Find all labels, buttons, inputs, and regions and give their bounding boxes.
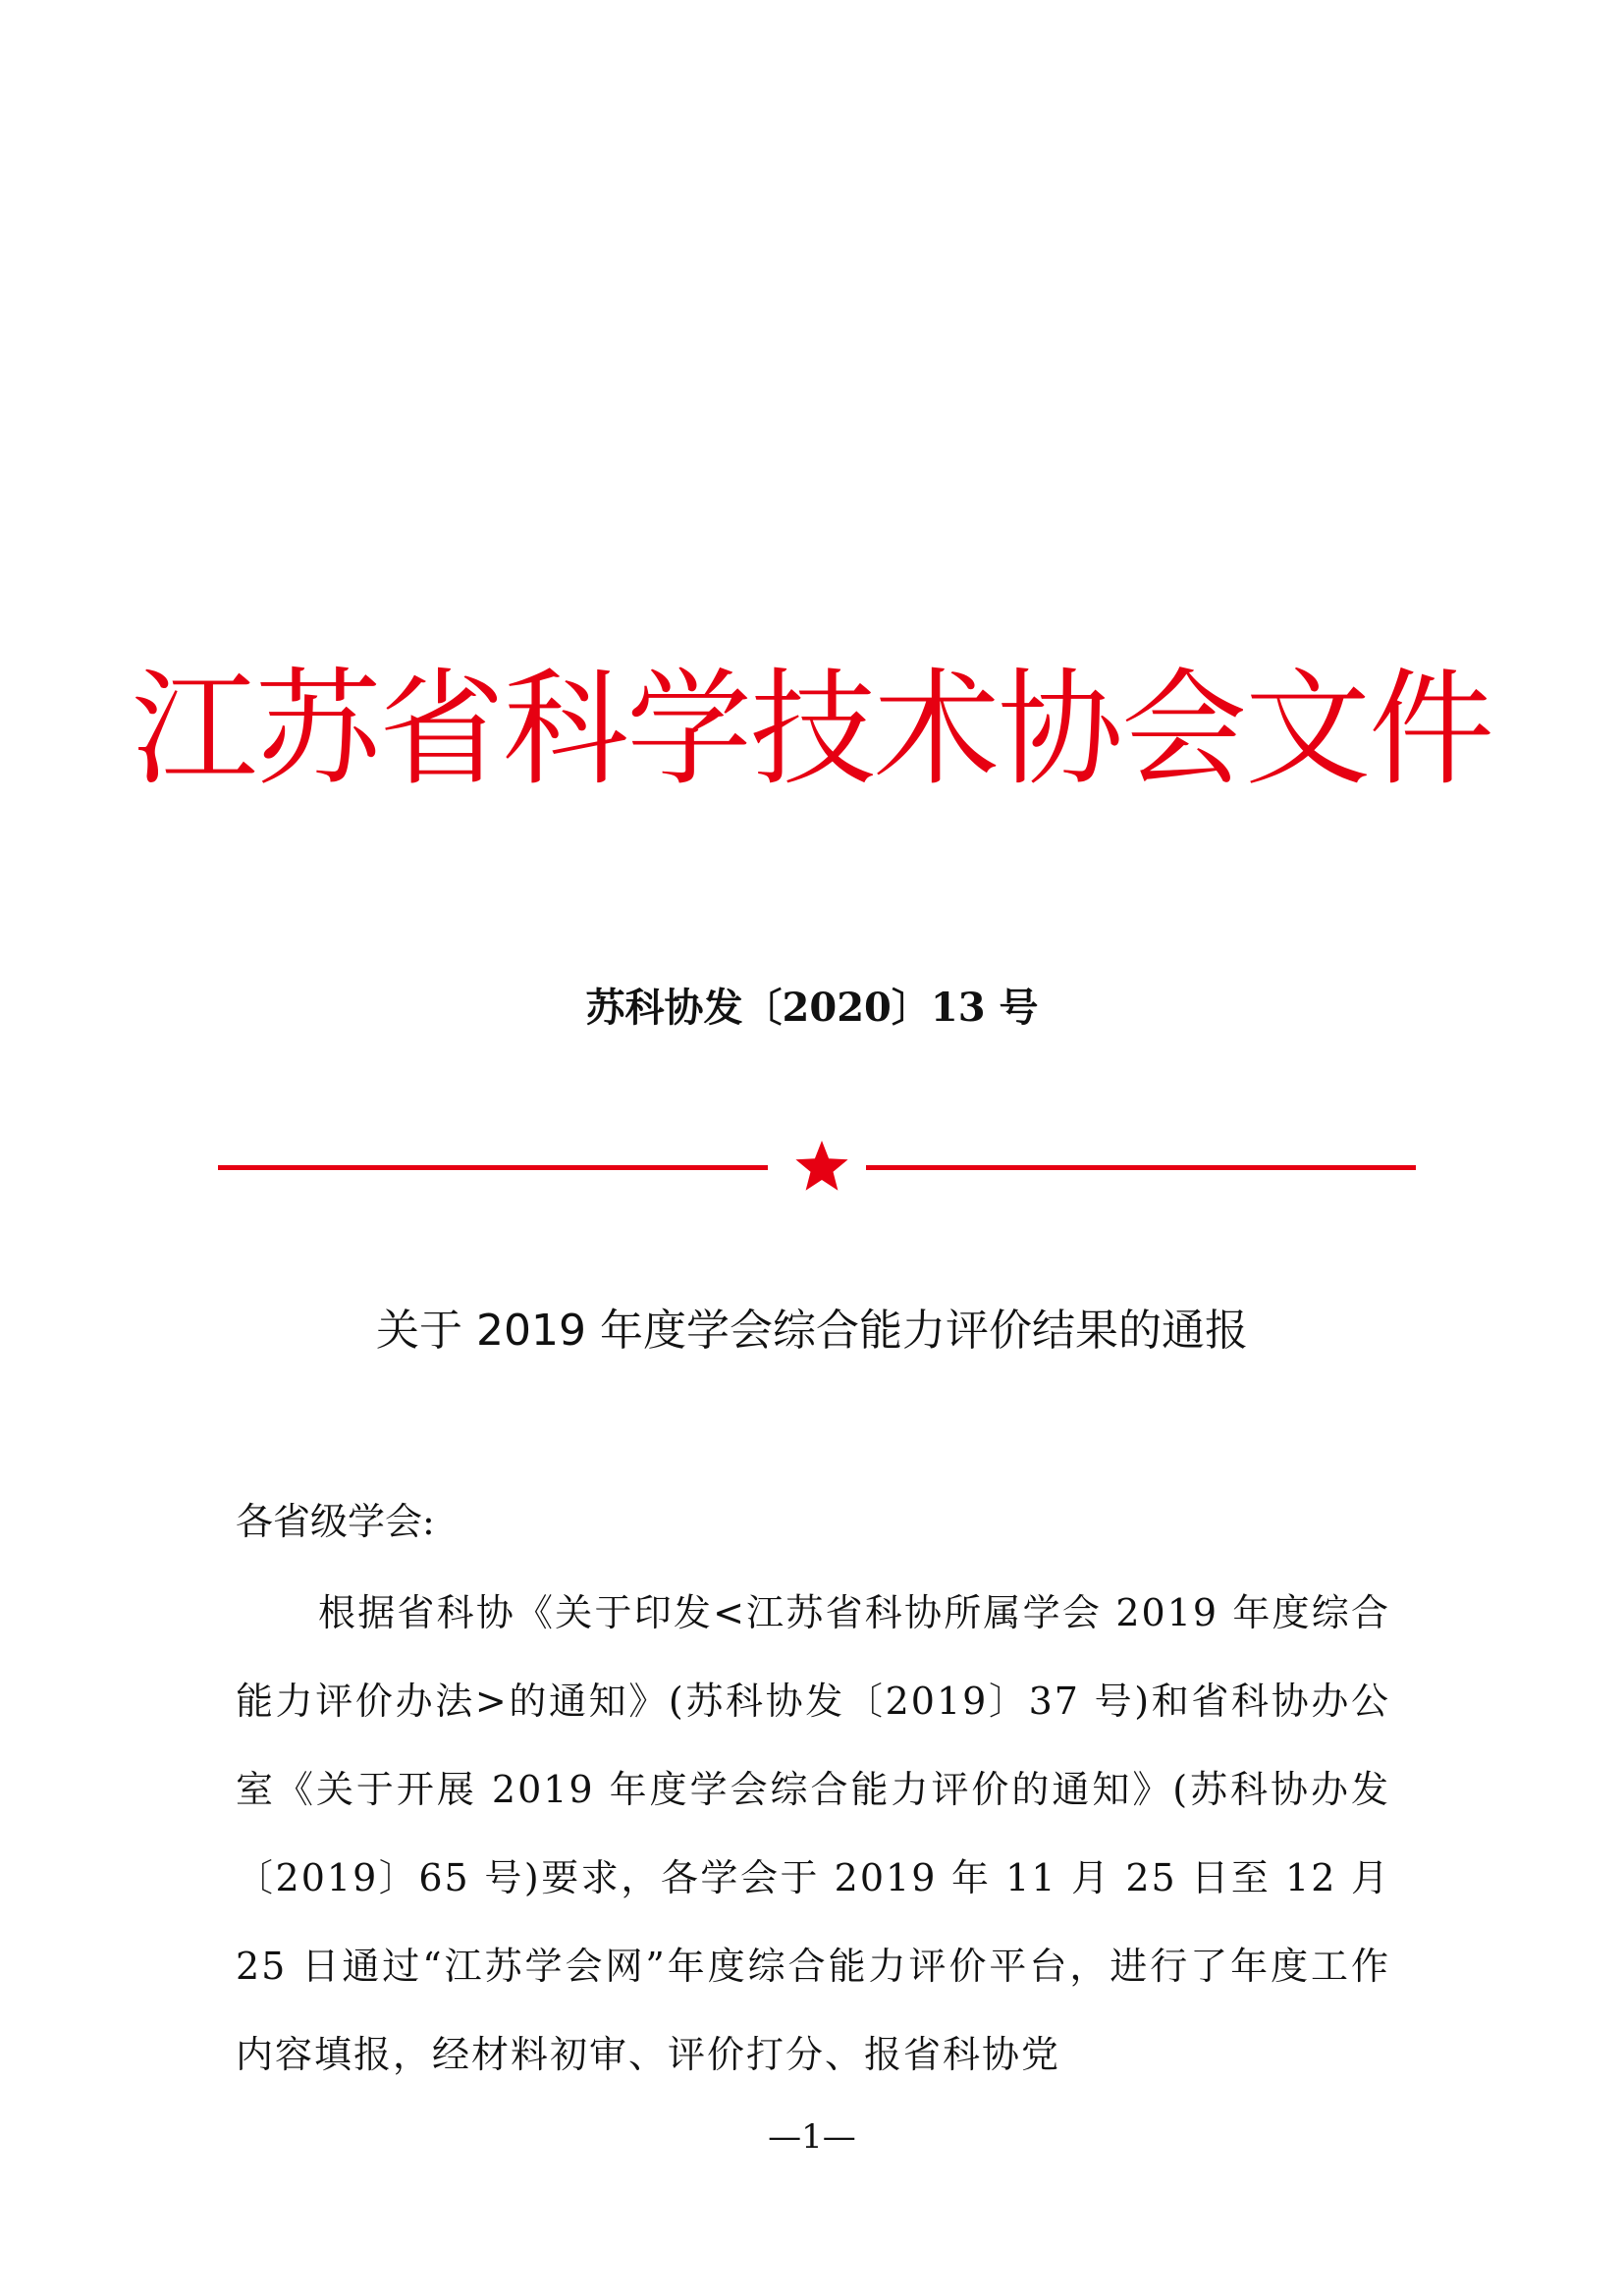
red-star-icon xyxy=(792,1139,851,1198)
document-title: 关于 2019 年度学会综合能力评价结果的通报 xyxy=(376,1306,1248,1356)
salutation: 各省级学会: xyxy=(236,1500,435,1543)
red-divider xyxy=(218,1139,1416,1198)
page-number: —1— xyxy=(768,2117,856,2157)
body-paragraph: 根据省科协《关于印发<江苏省科协所属学会 2019 年度综合能力评价办法>的通知》(苏科协发〔2019〕37 号)和省科协办公室《关于开展 2019 年度学会综合能力评价的通知》(苏科协办发〔2019〕65 号)要求，各学会于 2019 年 11 月 25 日至 12 月 25 日通过“江苏学会网”年度综合能力评价平台，进行了年度工作内容填报，经材料初审、评价打分、报省科协党 xyxy=(236,1591,1390,2076)
masthead-title: 江苏省科学技术协会文件 xyxy=(131,657,1492,803)
document-number: 苏科协发〔2020〕13 号 xyxy=(585,985,1039,1031)
divider-line-right xyxy=(866,1165,1416,1170)
divider-line-left xyxy=(218,1165,768,1170)
